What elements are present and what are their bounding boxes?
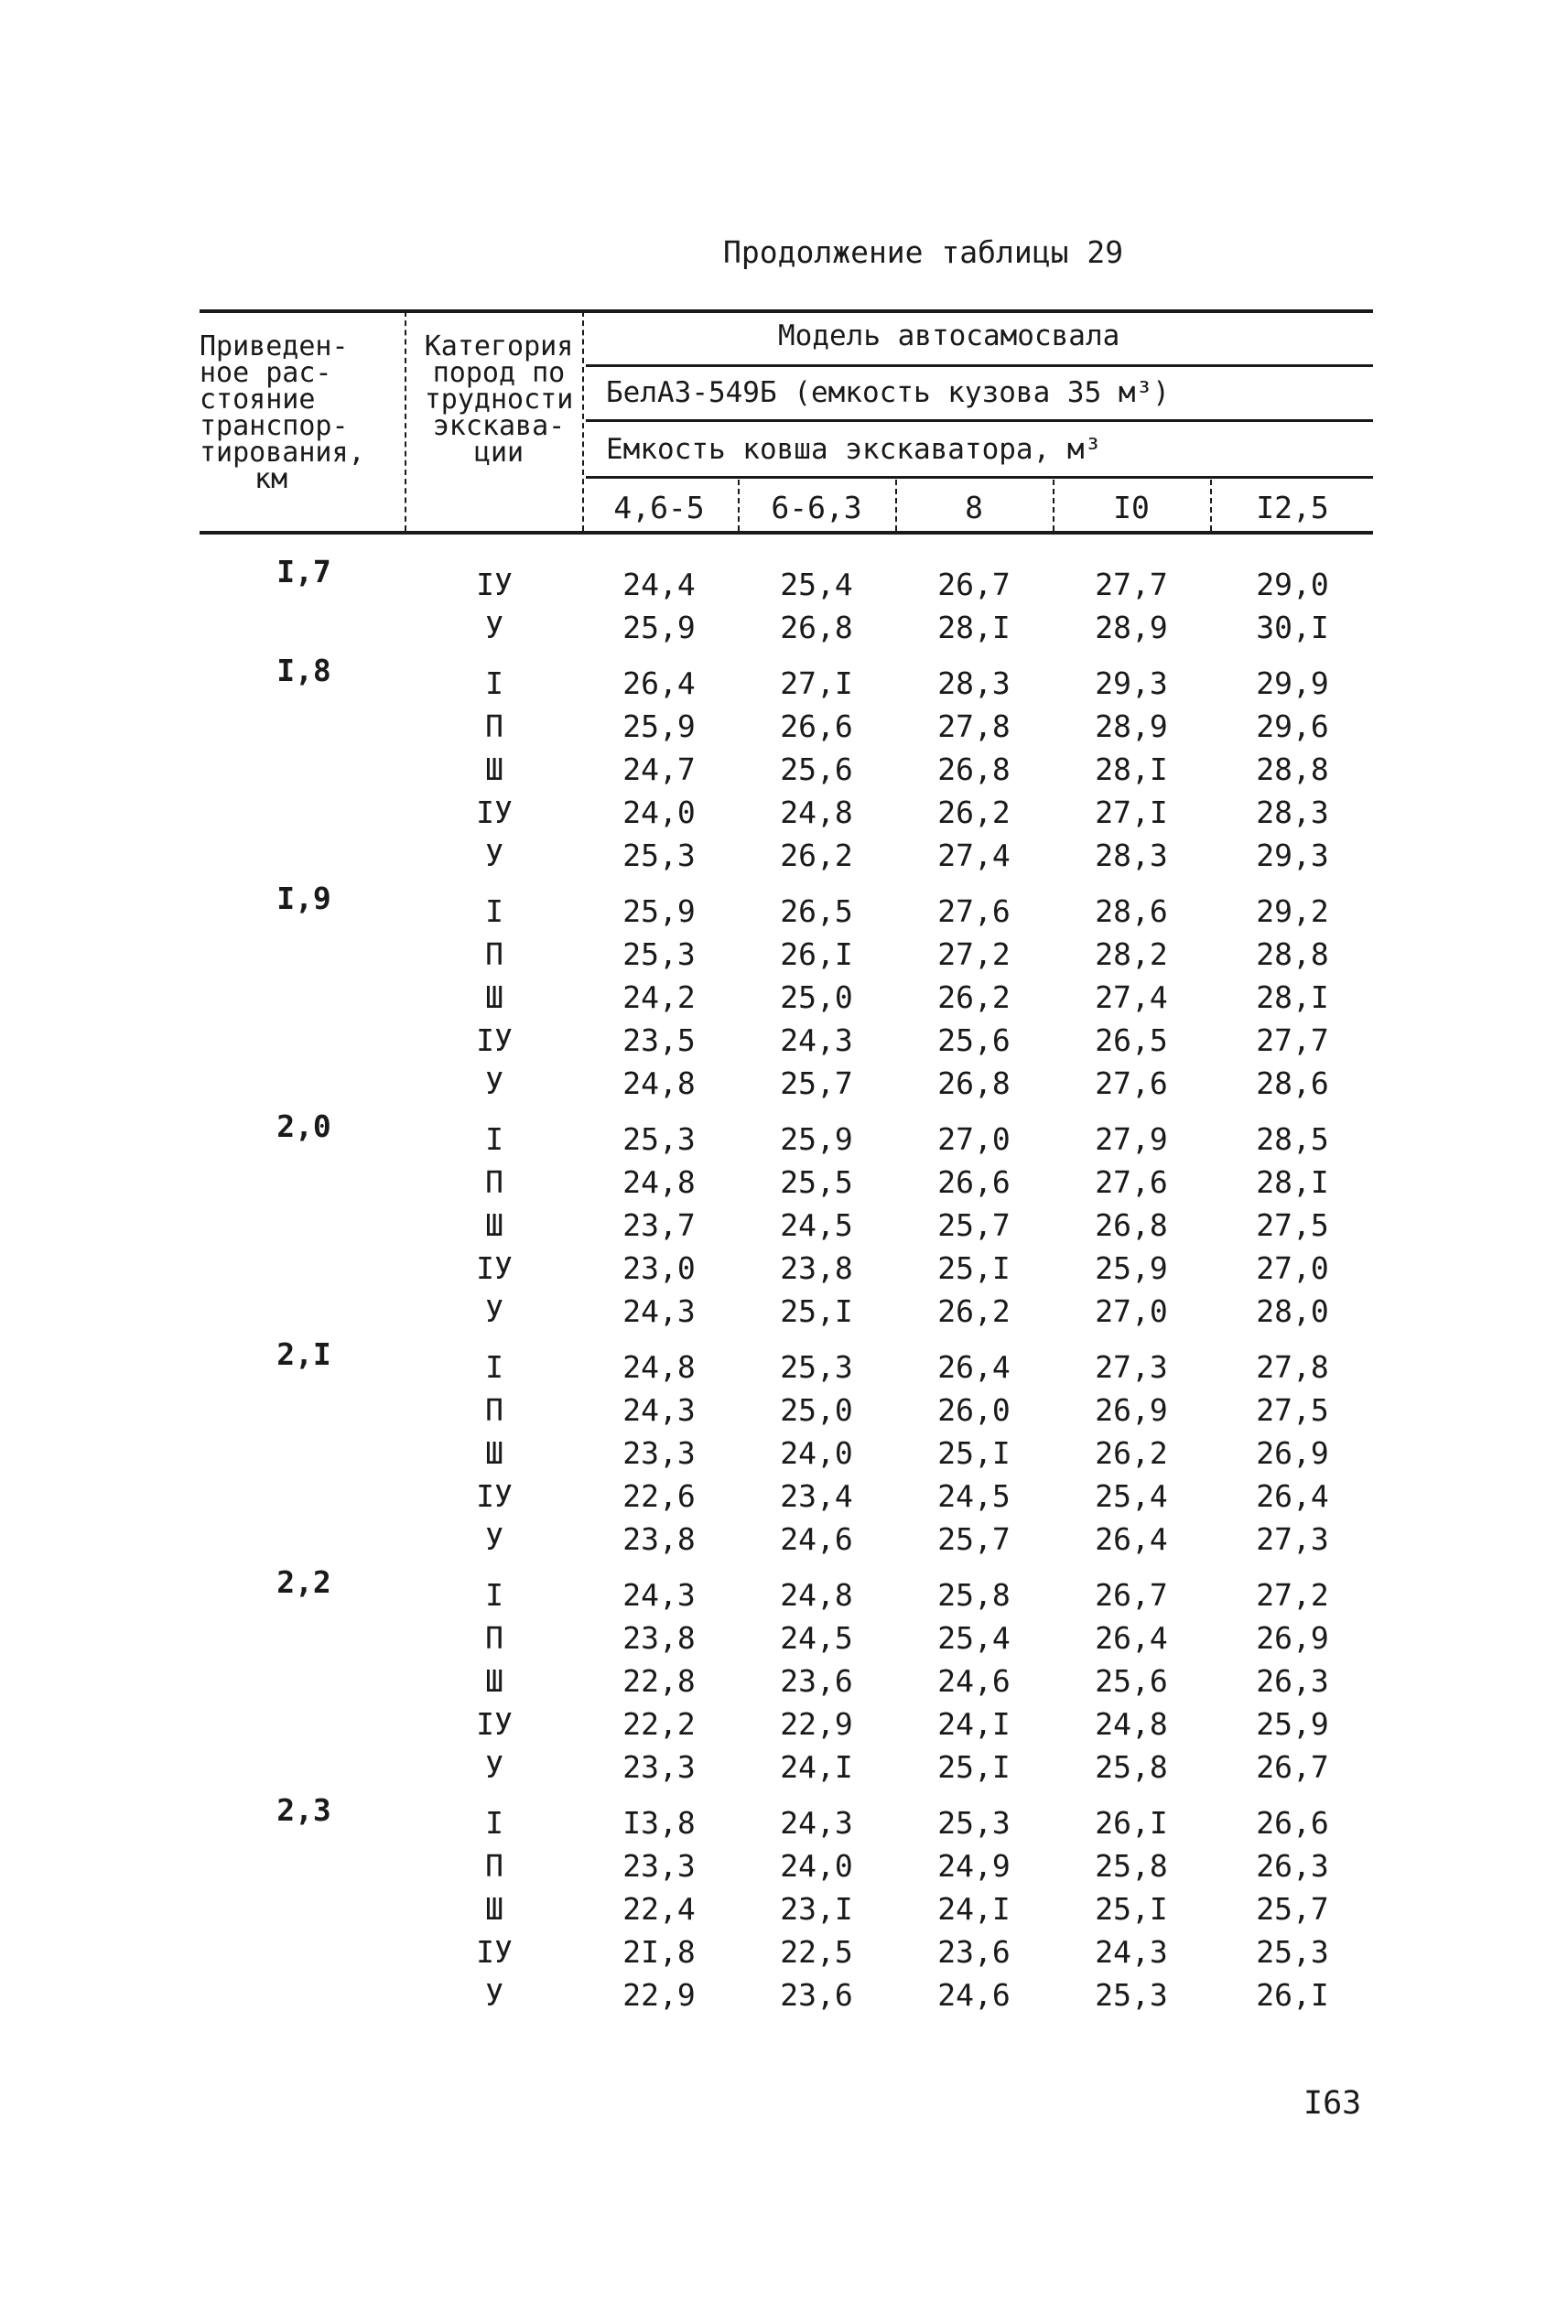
value-cell: 26,7 bbox=[1256, 1749, 1329, 1785]
category-cell: Ш bbox=[485, 1891, 503, 1927]
header-divider-4 bbox=[895, 480, 897, 531]
category-cell: I bbox=[485, 893, 503, 929]
category-cell: У bbox=[485, 1749, 503, 1785]
value-cell: 24,6 bbox=[780, 1521, 853, 1557]
distance-label: I,8 bbox=[276, 653, 331, 688]
value-cell: 25,7 bbox=[780, 1065, 853, 1101]
value-cell: 22,2 bbox=[622, 1706, 696, 1742]
value-cell: 24,8 bbox=[622, 1065, 696, 1101]
value-cell: 27,2 bbox=[937, 936, 1011, 972]
value-cell: 26,2 bbox=[937, 794, 1011, 830]
value-cell: 22,5 bbox=[780, 1934, 853, 1970]
value-cell: 24,0 bbox=[780, 1848, 853, 1884]
value-cell: 25,9 bbox=[622, 893, 696, 929]
value-cell: 26,2 bbox=[1095, 1435, 1168, 1471]
value-cell: 25,9 bbox=[780, 1121, 853, 1157]
value-cell: 25,3 bbox=[1256, 1934, 1329, 1970]
value-cell: 23,3 bbox=[622, 1435, 696, 1471]
category-cell: У bbox=[485, 1977, 503, 2013]
value-cell: 24,3 bbox=[780, 1805, 853, 1841]
capacity-col-header: I2,5 bbox=[1256, 490, 1329, 525]
value-cell: 27,8 bbox=[1256, 1349, 1329, 1385]
header-rule-truck bbox=[586, 419, 1373, 422]
value-cell: 26,5 bbox=[780, 893, 853, 929]
header-category-line: Категория bbox=[424, 330, 574, 362]
value-cell: 24,I bbox=[937, 1706, 1011, 1742]
category-cell: IУ bbox=[476, 1478, 513, 1514]
value-cell: 29,3 bbox=[1256, 838, 1329, 873]
value-cell: 27,0 bbox=[1095, 1293, 1168, 1329]
category-cell: У bbox=[485, 1065, 503, 1101]
value-cell: 27,6 bbox=[1095, 1164, 1168, 1200]
value-cell: 26,2 bbox=[937, 979, 1011, 1015]
capacity-col-header: I0 bbox=[1113, 490, 1150, 525]
value-cell: 25,8 bbox=[937, 1577, 1011, 1613]
category-cell: П bbox=[485, 1164, 503, 1200]
value-cell: 25,8 bbox=[1095, 1749, 1168, 1785]
header-distance-line: км bbox=[254, 463, 288, 495]
value-cell: 25,I bbox=[780, 1293, 853, 1329]
header-category bbox=[412, 330, 586, 469]
header-divider-1 bbox=[405, 311, 406, 531]
category-cell: IУ bbox=[476, 567, 513, 602]
value-cell: 25,0 bbox=[780, 1392, 853, 1428]
capacity-col-header: 6-6,3 bbox=[771, 490, 862, 525]
distance-label: I,7 bbox=[276, 554, 331, 589]
value-cell: 23,8 bbox=[622, 1620, 696, 1656]
value-cell: 24,0 bbox=[780, 1435, 853, 1471]
value-cell: 27,6 bbox=[1095, 1065, 1168, 1101]
header-distance-line: ное рас- bbox=[200, 357, 332, 389]
value-cell: 26,4 bbox=[1095, 1521, 1168, 1557]
header-category-line: ции bbox=[473, 437, 524, 469]
distance-label: I,9 bbox=[276, 881, 331, 916]
value-cell: 26,8 bbox=[937, 751, 1011, 787]
category-cell: Ш bbox=[485, 1207, 503, 1243]
value-cell: 25,4 bbox=[1095, 1478, 1168, 1514]
category-cell: У bbox=[485, 838, 503, 873]
value-cell: 27,0 bbox=[937, 1121, 1011, 1157]
distance-label: 2,3 bbox=[276, 1792, 331, 1828]
value-cell: 25,3 bbox=[622, 838, 696, 873]
value-cell: 24,I bbox=[937, 1891, 1011, 1927]
value-cell: 24,2 bbox=[622, 979, 696, 1015]
value-cell: 23,6 bbox=[780, 1663, 853, 1699]
header-truck: БелАЗ-549Б (емкость кузова 35 м³) bbox=[606, 376, 1170, 409]
value-cell: 28,3 bbox=[1095, 838, 1168, 873]
category-cell: I bbox=[485, 1805, 503, 1841]
value-cell: 28,9 bbox=[1095, 708, 1168, 744]
category-cell: IУ bbox=[476, 794, 513, 830]
value-cell: 24,3 bbox=[1095, 1934, 1168, 1970]
header-distance-line: стояние bbox=[200, 384, 316, 416]
value-cell: 25,7 bbox=[937, 1207, 1011, 1243]
value-cell: 26,3 bbox=[1256, 1848, 1329, 1884]
value-cell: 24,7 bbox=[622, 751, 696, 787]
value-cell: 24,8 bbox=[1095, 1706, 1168, 1742]
value-cell: 23,I bbox=[780, 1891, 853, 1927]
value-cell: 24,6 bbox=[937, 1663, 1011, 1699]
header-model: Модель автосамосвала bbox=[778, 319, 1120, 352]
value-cell: 25,3 bbox=[1095, 1977, 1168, 2013]
category-cell: Ш bbox=[485, 979, 503, 1015]
value-cell: 23,7 bbox=[622, 1207, 696, 1243]
value-cell: 28,9 bbox=[1095, 610, 1168, 645]
value-cell: 28,I bbox=[937, 610, 1011, 645]
value-cell: 26,8 bbox=[780, 610, 853, 645]
table-top-rule bbox=[200, 309, 1373, 313]
value-cell: 27,8 bbox=[937, 708, 1011, 744]
value-cell: 24,0 bbox=[622, 794, 696, 830]
header-distance-line: транспор- bbox=[200, 410, 349, 442]
value-cell: 25,I bbox=[937, 1749, 1011, 1785]
value-cell: 27,5 bbox=[1256, 1207, 1329, 1243]
value-cell: 26,8 bbox=[937, 1065, 1011, 1101]
value-cell: 29,6 bbox=[1256, 708, 1329, 744]
value-cell: 27,0 bbox=[1256, 1250, 1329, 1286]
capacity-col-header: 4,6-5 bbox=[613, 490, 705, 525]
value-cell: 26,5 bbox=[1095, 1022, 1168, 1058]
value-cell: 24,5 bbox=[780, 1207, 853, 1243]
value-cell: 27,3 bbox=[1256, 1521, 1329, 1557]
value-cell: 25,5 bbox=[780, 1164, 853, 1200]
category-cell: У bbox=[485, 1521, 503, 1557]
value-cell: 28,I bbox=[1256, 1164, 1329, 1200]
value-cell: 25,9 bbox=[1095, 1250, 1168, 1286]
value-cell: 23,6 bbox=[780, 1977, 853, 2013]
value-cell: 24,3 bbox=[780, 1022, 853, 1058]
value-cell: 25,9 bbox=[622, 610, 696, 645]
value-cell: 24,3 bbox=[622, 1392, 696, 1428]
value-cell: 25,3 bbox=[622, 1121, 696, 1157]
header-category-line: трудности bbox=[424, 384, 574, 416]
category-cell: П bbox=[485, 1848, 503, 1884]
value-cell: 24,4 bbox=[622, 567, 696, 602]
distance-label: 2,0 bbox=[276, 1108, 331, 1144]
value-cell: 23,8 bbox=[622, 1521, 696, 1557]
value-cell: 27,5 bbox=[1256, 1392, 1329, 1428]
value-cell: 26,6 bbox=[937, 1164, 1011, 1200]
capacity-col-header: 8 bbox=[965, 490, 983, 525]
value-cell: 26,9 bbox=[1256, 1620, 1329, 1656]
value-cell: 26,2 bbox=[780, 838, 853, 873]
header-rule-bucket bbox=[586, 476, 1373, 479]
value-cell: 25,I bbox=[937, 1435, 1011, 1471]
value-cell: 26,I bbox=[780, 936, 853, 972]
value-cell: 25,7 bbox=[1256, 1891, 1329, 1927]
value-cell: 28,8 bbox=[1256, 936, 1329, 972]
category-cell: Ш bbox=[485, 1435, 503, 1471]
value-cell: 27,I bbox=[780, 665, 853, 701]
value-cell: 24,8 bbox=[780, 1577, 853, 1613]
category-cell: У bbox=[485, 1293, 503, 1329]
value-cell: 25,6 bbox=[937, 1022, 1011, 1058]
value-cell: 26,4 bbox=[1095, 1620, 1168, 1656]
value-cell: 25,7 bbox=[937, 1521, 1011, 1557]
value-cell: 25,0 bbox=[780, 979, 853, 1015]
category-cell: П bbox=[485, 1392, 503, 1428]
value-cell: 26,9 bbox=[1095, 1392, 1168, 1428]
distance-label: 2,I bbox=[276, 1336, 331, 1372]
value-cell: 25,I bbox=[1095, 1891, 1168, 1927]
value-cell: 23,4 bbox=[780, 1478, 853, 1514]
value-cell: 27,7 bbox=[1256, 1022, 1329, 1058]
value-cell: 27,4 bbox=[1095, 979, 1168, 1015]
value-cell: 29,9 bbox=[1256, 665, 1329, 701]
value-cell: 23,5 bbox=[622, 1022, 696, 1058]
value-cell: 29,2 bbox=[1256, 893, 1329, 929]
value-cell: 24,I bbox=[780, 1749, 853, 1785]
value-cell: 22,8 bbox=[622, 1663, 696, 1699]
value-cell: 2I,8 bbox=[622, 1934, 696, 1970]
value-cell: 24,8 bbox=[622, 1349, 696, 1385]
header-bucket: Емкость ковша экскаватора, м³ bbox=[606, 433, 1102, 466]
value-cell: 25,6 bbox=[780, 751, 853, 787]
value-cell: 27,9 bbox=[1095, 1121, 1168, 1157]
value-cell: 28,6 bbox=[1095, 893, 1168, 929]
value-cell: 26,I bbox=[1095, 1805, 1168, 1841]
value-cell: 27,7 bbox=[1095, 567, 1168, 602]
header-category-line: экскава- bbox=[432, 410, 566, 442]
value-cell: 25,3 bbox=[780, 1349, 853, 1385]
header-category-line: пород по bbox=[432, 357, 566, 389]
value-cell: 24,5 bbox=[780, 1620, 853, 1656]
value-cell: 26,4 bbox=[1256, 1478, 1329, 1514]
category-cell: I bbox=[485, 1121, 503, 1157]
value-cell: 28,0 bbox=[1256, 1293, 1329, 1329]
value-cell: 24,5 bbox=[937, 1478, 1011, 1514]
category-cell: IУ bbox=[476, 1706, 513, 1742]
value-cell: 22,4 bbox=[622, 1891, 696, 1927]
value-cell: 23,0 bbox=[622, 1250, 696, 1286]
value-cell: 26,4 bbox=[622, 665, 696, 701]
category-cell: Ш bbox=[485, 1663, 503, 1699]
value-cell: 24,3 bbox=[622, 1577, 696, 1613]
value-cell: 26,6 bbox=[1256, 1805, 1329, 1841]
value-cell: 26,8 bbox=[1095, 1207, 1168, 1243]
value-cell: 27,4 bbox=[937, 838, 1011, 873]
value-cell: 24,3 bbox=[622, 1293, 696, 1329]
value-cell: 25,8 bbox=[1095, 1848, 1168, 1884]
category-cell: Ш bbox=[485, 751, 503, 787]
category-cell: I bbox=[485, 1577, 503, 1613]
value-cell: 26,9 bbox=[1256, 1435, 1329, 1471]
value-cell: 23,3 bbox=[622, 1848, 696, 1884]
page-number: I63 bbox=[1303, 2085, 1362, 2122]
value-cell: 25,3 bbox=[937, 1805, 1011, 1841]
value-cell: 28,8 bbox=[1256, 751, 1329, 787]
value-cell: 27,6 bbox=[937, 893, 1011, 929]
value-cell: 25,4 bbox=[780, 567, 853, 602]
category-cell: П bbox=[485, 1620, 503, 1656]
category-cell: IУ bbox=[476, 1250, 513, 1286]
page-title: Продолжение таблицы 29 bbox=[723, 234, 1124, 270]
header-distance-line: тирования, bbox=[200, 437, 365, 469]
category-cell: I bbox=[485, 665, 503, 701]
value-cell: 26,7 bbox=[1095, 1577, 1168, 1613]
value-cell: 28,I bbox=[1256, 979, 1329, 1015]
value-cell: 25,9 bbox=[622, 708, 696, 744]
value-cell: 26,6 bbox=[780, 708, 853, 744]
value-cell: 25,6 bbox=[1095, 1663, 1168, 1699]
value-cell: 22,6 bbox=[622, 1478, 696, 1514]
value-cell: 23,3 bbox=[622, 1749, 696, 1785]
value-cell: 26,3 bbox=[1256, 1663, 1329, 1699]
value-cell: 26,7 bbox=[937, 567, 1011, 602]
header-distance bbox=[200, 330, 401, 495]
value-cell: 24,6 bbox=[937, 1977, 1011, 2013]
value-cell: 25,3 bbox=[622, 936, 696, 972]
value-cell: 25,I bbox=[937, 1250, 1011, 1286]
value-cell: 26,4 bbox=[937, 1349, 1011, 1385]
value-cell: 24,8 bbox=[622, 1164, 696, 1200]
value-cell: 28,3 bbox=[1256, 794, 1329, 830]
value-cell: 28,I bbox=[1095, 751, 1168, 787]
header-distance-line: Приведен- bbox=[200, 330, 349, 362]
header-divider-3 bbox=[738, 480, 740, 531]
value-cell: 29,0 bbox=[1256, 567, 1329, 602]
value-cell: 26,I bbox=[1256, 1977, 1329, 2013]
value-cell: 28,2 bbox=[1095, 936, 1168, 972]
value-cell: 22,9 bbox=[780, 1706, 853, 1742]
value-cell: 24,9 bbox=[937, 1848, 1011, 1884]
distance-label: 2,2 bbox=[276, 1564, 331, 1600]
category-cell: IУ bbox=[476, 1934, 513, 1970]
category-cell: П bbox=[485, 936, 503, 972]
category-cell: I bbox=[485, 1349, 503, 1385]
value-cell: 27,I bbox=[1095, 794, 1168, 830]
category-cell: У bbox=[485, 610, 503, 645]
header-divider-6 bbox=[1210, 480, 1212, 531]
header-rule-model bbox=[586, 364, 1373, 367]
value-cell: 26,0 bbox=[937, 1392, 1011, 1428]
value-cell: 26,2 bbox=[937, 1293, 1011, 1329]
value-cell: 28,5 bbox=[1256, 1121, 1329, 1157]
header-bottom-rule bbox=[200, 531, 1373, 535]
value-cell: 28,3 bbox=[937, 665, 1011, 701]
value-cell: 23,8 bbox=[780, 1250, 853, 1286]
category-cell: П bbox=[485, 708, 503, 744]
value-cell: 27,2 bbox=[1256, 1577, 1329, 1613]
value-cell: 24,8 bbox=[780, 794, 853, 830]
category-cell: IУ bbox=[476, 1022, 513, 1058]
value-cell: 25,4 bbox=[937, 1620, 1011, 1656]
value-cell: 25,9 bbox=[1256, 1706, 1329, 1742]
value-cell: 23,6 bbox=[937, 1934, 1011, 1970]
value-cell: 28,6 bbox=[1256, 1065, 1329, 1101]
value-cell: I3,8 bbox=[622, 1805, 696, 1841]
value-cell: 29,3 bbox=[1095, 665, 1168, 701]
value-cell: 30,I bbox=[1256, 610, 1329, 645]
value-cell: 22,9 bbox=[622, 1977, 696, 2013]
header-divider-5 bbox=[1053, 480, 1054, 531]
value-cell: 27,3 bbox=[1095, 1349, 1168, 1385]
